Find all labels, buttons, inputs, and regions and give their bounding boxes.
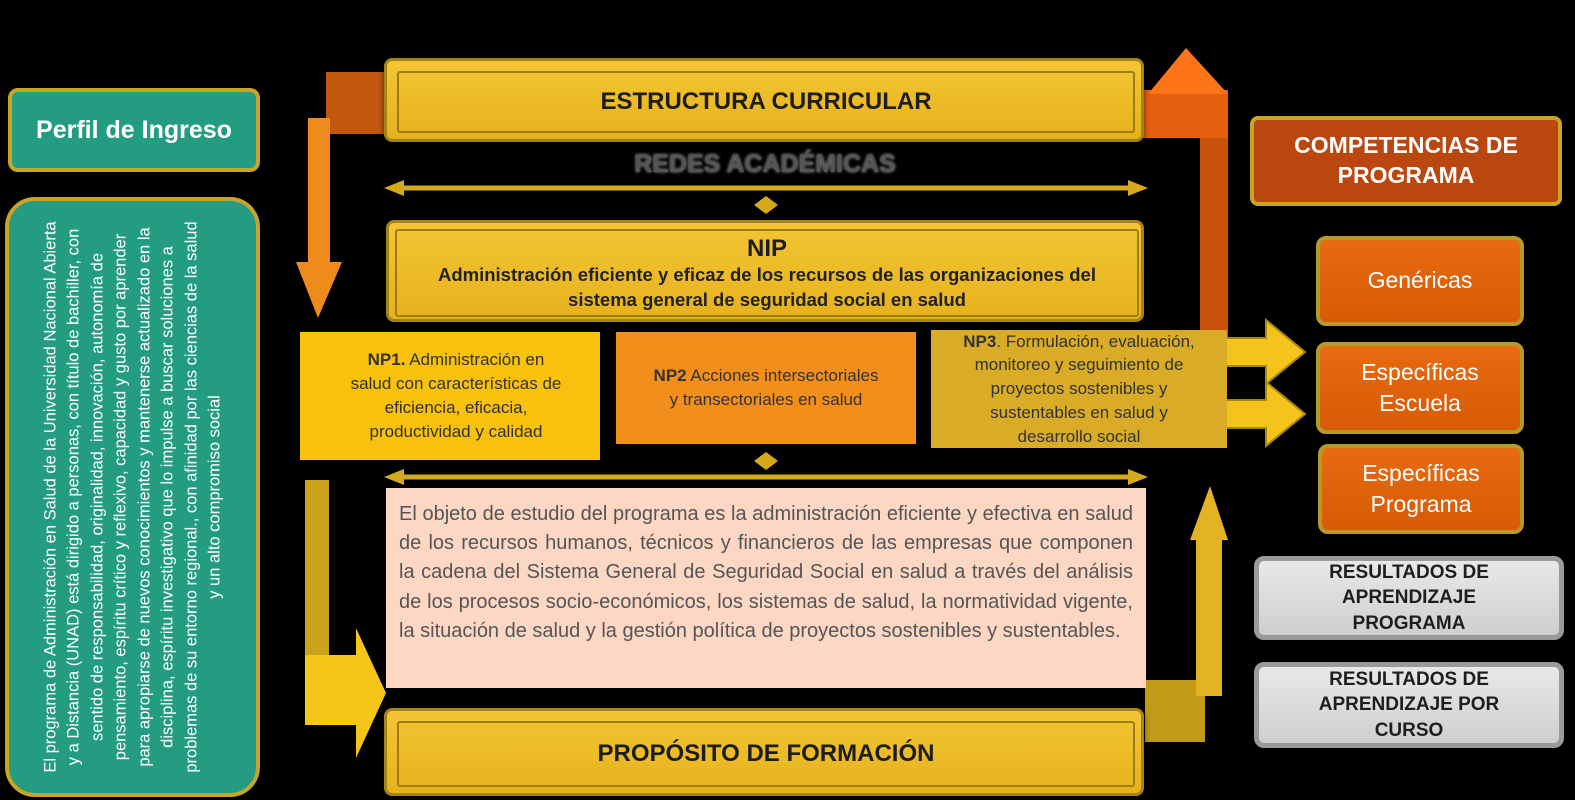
objeto-estudio-text: El objeto de estudio del programa es la administración eficiente y efectiva en salud de los recursos humanos, técnicos y financieros de las empresas que componen la cadena del Sistema General de Seguridad Social en salud a través del análisis de los procesos socio-económicos, los sistemas de salud, la normatividad vigente, la situación de salud y la gestión política de proyectos sostenibles y sustentables. <box>399 503 1133 642</box>
competencias-programa-title: COMPETENCIAS DE PROGRAMA <box>1294 132 1518 188</box>
resultados-programa-box <box>1254 556 1564 640</box>
np1-box <box>300 332 600 460</box>
redes-line-top-right-head <box>1128 180 1148 196</box>
np2-box <box>616 332 916 444</box>
perfil-ingreso-text: El programa de Administración en Salud de la Universidad Nacional Abierta y a Distancia (UNAD) está dirigido a personas, con título de bachiller, con sentido de responsabilidad, originalidad, innovación, autonomía de pensamiento, espíritu crítico y reflexivo, capacidad y gusto por aprender para apropiarse de nuevos conocimientos y mantenerse actualizado en la disciplina, espíritu investigativo que lo impulse a buscar soluciones a problemas de su entorno regional., con afinidad por las ciencias de la salud y un alto compromiso social <box>40 221 223 773</box>
arrow-top-left-shaft <box>308 118 330 268</box>
especificas-programa-label: Específicas Programa <box>1362 459 1480 517</box>
arrow-bottom-right-shaft <box>1196 536 1222 696</box>
arrow-top-left-head <box>296 262 342 318</box>
competencias-programa-box <box>1250 116 1562 206</box>
estructura-curricular-inner <box>397 71 1135 133</box>
arrow-bottom-left-shaft <box>305 480 329 658</box>
arrow-top-right-head <box>1148 48 1228 94</box>
arrow-bottom-left-head <box>356 628 386 758</box>
genericas-label: Genéricas <box>1367 267 1473 294</box>
nip-box <box>386 220 1144 322</box>
redes-line-top-left-head <box>384 180 404 196</box>
redes-academicas-label <box>560 146 970 182</box>
redes-diamond-bottom <box>754 452 778 470</box>
estructura-curricular-box <box>384 58 1144 142</box>
arrow-top-right-shaft <box>1200 122 1228 342</box>
especificas-escuela-box <box>1316 342 1524 434</box>
arrow-to-especificas <box>1214 382 1305 446</box>
np3-label: NP3 <box>963 331 997 351</box>
objeto-estudio-box <box>386 488 1146 688</box>
arrow-top-left-corner <box>326 72 386 134</box>
nip-text: Administración eficiente y eficaz de los recursos de las organizaciones del sistema general de seguridad social en salud <box>437 264 1096 310</box>
redes-diamond-top <box>754 196 778 214</box>
proposito-formacion-title: PROPÓSITO DE FORMACIÓN <box>597 740 935 767</box>
especificas-programa-box <box>1318 444 1524 534</box>
redes-academicas-text: REDES ACADÉMICAS <box>634 149 896 178</box>
np1-label: NP1. <box>367 350 406 370</box>
redes-line-bottom-left-head <box>384 469 404 485</box>
perfil-ingreso-title: Perfil de Ingreso <box>36 115 232 144</box>
resultados-curso-label: RESULTADOS DE APRENDIZAJE POR CURSO <box>1318 669 1500 741</box>
np1-text: Administración en salud con características de eficiencia, eficacia, productividad y calidad <box>350 350 562 441</box>
proposito-formacion-box <box>384 708 1144 796</box>
especificas-escuela-label: Específicas Escuela <box>1361 358 1479 416</box>
resultados-programa-label: RESULTADOS DE APRENDIZAJE PROGRAMA <box>1329 562 1489 634</box>
redes-line-bottom-right-head <box>1128 469 1148 485</box>
nip-title: NIP <box>746 235 787 262</box>
genericas-box <box>1316 236 1524 326</box>
np3-box <box>931 330 1227 448</box>
proposito-formacion-inner <box>397 721 1135 787</box>
arrow-top-right-corner <box>1142 90 1228 138</box>
arrow-bottom-left-corner <box>305 655 363 725</box>
resultados-curso-box <box>1254 662 1564 748</box>
arrow-bottom-right-head <box>1190 486 1228 540</box>
np3-text: . Formulación, evaluación, monitoreo y seguimiento de proyectos sostenibles y sustentables en salud y desarrollo social <box>974 331 1195 446</box>
np2-text: Acciones intersectoriales y transectoriales en salud <box>669 366 879 409</box>
nip-inner <box>395 229 1139 317</box>
estructura-curricular-title: ESTRUCTURA CURRICULAR <box>600 88 932 115</box>
np2-label: NP2 <box>653 366 687 386</box>
